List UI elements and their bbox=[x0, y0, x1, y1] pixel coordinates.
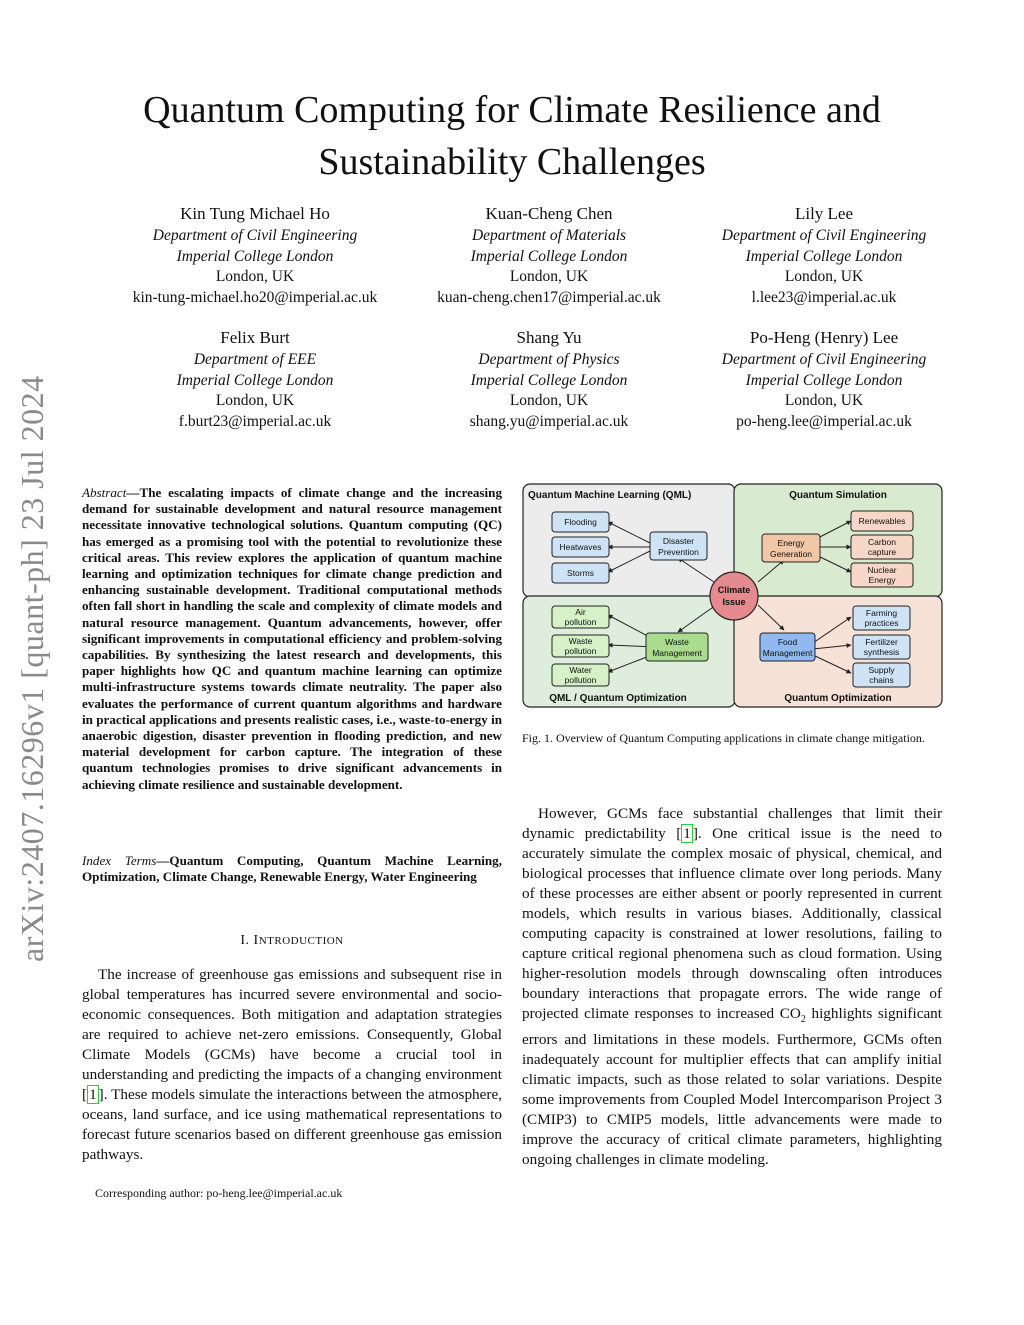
abstract-label: Abstract bbox=[82, 485, 127, 500]
node-farming-line2: practices bbox=[864, 618, 899, 628]
node-wastem-line2: Management bbox=[652, 648, 702, 658]
author-name: Kin Tung Michael Ho bbox=[180, 204, 330, 223]
node-heatwaves: Heatwaves bbox=[559, 542, 602, 552]
figure-caption: Fig. 1. Overview of Quantum Computing applications in climate change mitigation. bbox=[522, 731, 925, 745]
author-block bbox=[105, 327, 405, 432]
node-nuclear-line1: Nuclear bbox=[867, 565, 897, 575]
subscript: 2 bbox=[800, 1014, 806, 1026]
author-location: London, UK bbox=[215, 392, 295, 409]
author-institution: Imperial College London bbox=[176, 247, 334, 265]
quadrant-title-qml: Quantum Machine Learning (QML) bbox=[528, 490, 692, 501]
citation-link[interactable]: 1 bbox=[683, 825, 691, 842]
section-title-initial: I bbox=[253, 933, 259, 948]
footnote: Corresponding author: po-heng.lee@imperial.ac.uk bbox=[95, 1186, 343, 1200]
author-department: Department of Materials bbox=[471, 227, 627, 244]
author-name: Shang Yu bbox=[516, 328, 582, 347]
author-email: f.burt23@imperial.ac.uk bbox=[178, 412, 332, 430]
node-food-line1: Food bbox=[777, 637, 798, 647]
intro-paragraph: The increase of greenhouse gas emissions and subsequent rise in global temperatures has incurred severe environmental and socio-economic consequences. Both mitigation and adaptation strategies are required to achieve net-zero emissions. Consequently, Global Climate Models (GCMs) have become a crucial tool in understanding and predicting the impacts of a changing environment [ 1 ]. These models simulate the interactions between the atmosphere, oceans, land surface, and ice using mathematical representations to forecast future scenarios based on different greenhouse gas emission pathways. bbox=[82, 966, 502, 1163]
node-flooding: Flooding bbox=[564, 517, 597, 527]
author-location: London, UK bbox=[509, 268, 589, 285]
author-name: Kuan-Cheng Chen bbox=[485, 204, 613, 223]
node-nuclear-line2: Energy bbox=[868, 575, 896, 585]
author-department: Department of Civil Engineering bbox=[721, 351, 927, 368]
author-name: Felix Burt bbox=[220, 328, 290, 347]
author-email: po-heng.lee@imperial.ac.uk bbox=[736, 412, 912, 430]
quadrant-title-optimization: Quantum Optimization bbox=[784, 693, 892, 704]
node-water-line1: Water bbox=[569, 665, 592, 675]
node-water-line2: pollution bbox=[564, 675, 597, 685]
node-wastep-line1: Waste bbox=[568, 636, 593, 646]
paper-title: Quantum Computing for Climate Resilience and Sustainability Challenges bbox=[143, 89, 881, 183]
node-fertilizer-line1: Fertilizer bbox=[865, 637, 898, 647]
quadrant-title-simulation: Quantum Simulation bbox=[789, 490, 887, 501]
author-block bbox=[399, 327, 699, 432]
figure-1 bbox=[522, 483, 943, 708]
node-air-line2: pollution bbox=[564, 617, 597, 627]
author-location: London, UK bbox=[509, 392, 589, 409]
intro-text: . These models simulate the interactions between the atmosphere, oceans, land surface, and ice using mathematical representations to forecast future scenarios based on different greenhouse gas emission pathways. bbox=[82, 1086, 502, 1163]
author-institution: Imperial College London bbox=[176, 371, 334, 389]
node-fertilizer-line2: synthesis bbox=[863, 647, 900, 657]
section-heading bbox=[82, 933, 502, 949]
center-node-line2: Issue bbox=[722, 597, 746, 607]
node-air-line1: Air bbox=[575, 607, 586, 617]
author-email: kuan-cheng.chen17@imperial.ac.uk bbox=[437, 288, 661, 306]
node-carbon-line1: Carbon bbox=[868, 537, 896, 547]
author-block bbox=[399, 203, 699, 308]
center-node-circle bbox=[710, 572, 758, 620]
author-name: Lily Lee bbox=[794, 204, 854, 223]
author-department: Department of Civil Engineering bbox=[152, 227, 358, 244]
index-terms-text: —Quantum Computing, Quantum Machine Learning, Optimization, Climate Change, Renewable Energy, Water Engineering bbox=[82, 853, 502, 885]
author-institution: Imperial College London bbox=[470, 371, 628, 389]
node-disaster-line1: Disaster bbox=[662, 536, 695, 546]
body-text: highlights significant errors and limitations in these models. Furthermore, GCMs often inadequately account for multiplier effects that can amplify initial climatic impacts, such as those related to solar variations. Despite some improvements from Coupled Model Intercomparison Project 3 (CMIP3) to CMIP5 models, little advancements were made to improve the accuracy of critical climate parameters, highlighting ongoing challenges in climate modeling. bbox=[522, 1005, 943, 1169]
author-email: kin-tung-michael.ho20@imperial.ac.uk bbox=[132, 288, 378, 306]
author-block bbox=[674, 203, 974, 308]
index-terms bbox=[82, 853, 502, 885]
node-farming-line1: Farming bbox=[865, 608, 898, 618]
node-storms: Storms bbox=[567, 568, 594, 578]
center-node-line1: Climate bbox=[717, 585, 751, 595]
abstract bbox=[82, 485, 502, 793]
quadrant-title-qml-opt: QML / Quantum Optimization bbox=[549, 693, 687, 704]
author-institution: Imperial College London bbox=[470, 247, 628, 265]
node-wastem-line1: Waste bbox=[665, 637, 689, 647]
abstract-text: —The escalating impacts of climate change and the increasing demand for sustainable development and natural resource management necessitate innovative technological solutions. Quantum computing (QC) has emerged as a promising tool with the potential to revolutionize these critical areas. This review explores the application of quantum machine learning and optimization techniques for climate change prediction and enhancing sustainable development. Traditional computational methods often fall short in handling the scale and complexity of climate models and natural resource management. Quantum advancements, however, offer significant improvements in computational efficiency and problem-solving capabilities. By synthesizing the latest research and developments, this paper highlights how QC and quantum machine learning can optimize multi-infrastructure systems towards climate neutrality. The paper also evaluates the performance of current quantum algorithms and hardware in practical applications and presents realistic cases, i.e., waste-to-energy in anaerobic digestion, disaster prevention in flooding prediction, and new material development for carbon capture. The integration of these quantum technologies promises to drive significant advancements in achieving climate resilience and sustainable development. bbox=[82, 485, 502, 792]
node-wastep-line2: pollution bbox=[564, 646, 597, 656]
arxiv-identifier: arXiv:2407.16296v1 [quant-ph] 23 Jul 2024 bbox=[14, 375, 50, 962]
author-location: London, UK bbox=[215, 268, 295, 285]
right-column-paragraph: However, GCMs face substantial challenges that limit their dynamic predictability [ 1 ]. One critical issue is the need to accurately simulate the complex mosaic of physical, chemical, and biological processes that influence climate over long periods. Many of these processes are either absent or poorly represented in current models, which results in various biases. Additionally, classical computing capacity is constrained at lower resolutions, failing to capture critical regional phenomena such as cloud formation. Using higher-resolution models through downscaling often introduces boundary interactions that propagate errors. The wide range of projected climate responses to increased $CO_2$ highlights significant errors and limitations in these models. Furthermore, GCMs often inadequately account for multiplier effects that can amplify initial climatic impacts, such as those related to solar variations. Despite some improvements from Coupled Model Intercomparison Project 3 (CMIP3) to CMIP5 models, little advancements were made to improve the accuracy of critical climate parameters, highlighting ongoing challenges in climate modeling. bbox=[522, 805, 943, 1169]
node-energy-line1: Energy bbox=[777, 538, 805, 548]
author-block bbox=[674, 327, 974, 432]
citation-link[interactable]: 1 bbox=[89, 1086, 97, 1103]
node-supply-line1: Supply bbox=[868, 665, 895, 675]
node-carbon-line2: capture bbox=[867, 547, 897, 557]
author-location: London, UK bbox=[784, 392, 864, 409]
node-energy-line2: Generation bbox=[769, 549, 813, 559]
section-numeral: I. bbox=[240, 933, 254, 948]
body-text: . One critical issue is the need to accurately simulate the complex mosaic of physical, chemical, and biological processes that influence climate over long periods. Many of these processes are either absent or poorly represented in current models, which results in various biases. Additionally, classical computing capacity is constrained at lower resolutions, failing to capture critical regional phenomena such as cloud formation. Using higher-resolution models through downscaling often introduces boundary interactions that propagate errors. The wide range of projected climate responses to increased CO bbox=[522, 825, 942, 1022]
intro-text: The increase of greenhouse gas emissions and subsequent rise in global temperatures has incurred severe environmental and socio-economic consequences. Both mitigation and adaptation strategies are required to achieve net-zero emissions. Consequently, Global Climate Models (GCMs) have become a crucial tool in understanding and predicting the impacts of a changing environment bbox=[82, 966, 502, 1083]
section-title-rest: NTRODUCTION bbox=[258, 935, 344, 947]
body-text: However, GCMs face substantial challenges that limit their dynamic predictability bbox=[522, 805, 942, 842]
author-department: Department of EEE bbox=[193, 351, 317, 368]
author-block bbox=[105, 203, 405, 308]
node-supply-line2: chains bbox=[869, 675, 894, 685]
author-email: shang.yu@imperial.ac.uk bbox=[469, 412, 629, 430]
author-name: Po-Heng (Henry) Lee bbox=[749, 328, 899, 347]
author-department: Department of Civil Engineering bbox=[721, 227, 927, 244]
author-institution: Imperial College London bbox=[745, 247, 903, 265]
author-institution: Imperial College London bbox=[745, 371, 903, 389]
author-location: London, UK bbox=[784, 268, 864, 285]
node-food-line2: Management bbox=[762, 648, 813, 658]
author-department: Department of Physics bbox=[478, 351, 620, 368]
index-terms-label: Index Terms bbox=[82, 853, 157, 868]
node-disaster-line2: Prevention bbox=[658, 547, 699, 557]
author-email: l.lee23@imperial.ac.uk bbox=[751, 288, 897, 306]
node-renewables: Renewables bbox=[858, 516, 906, 526]
